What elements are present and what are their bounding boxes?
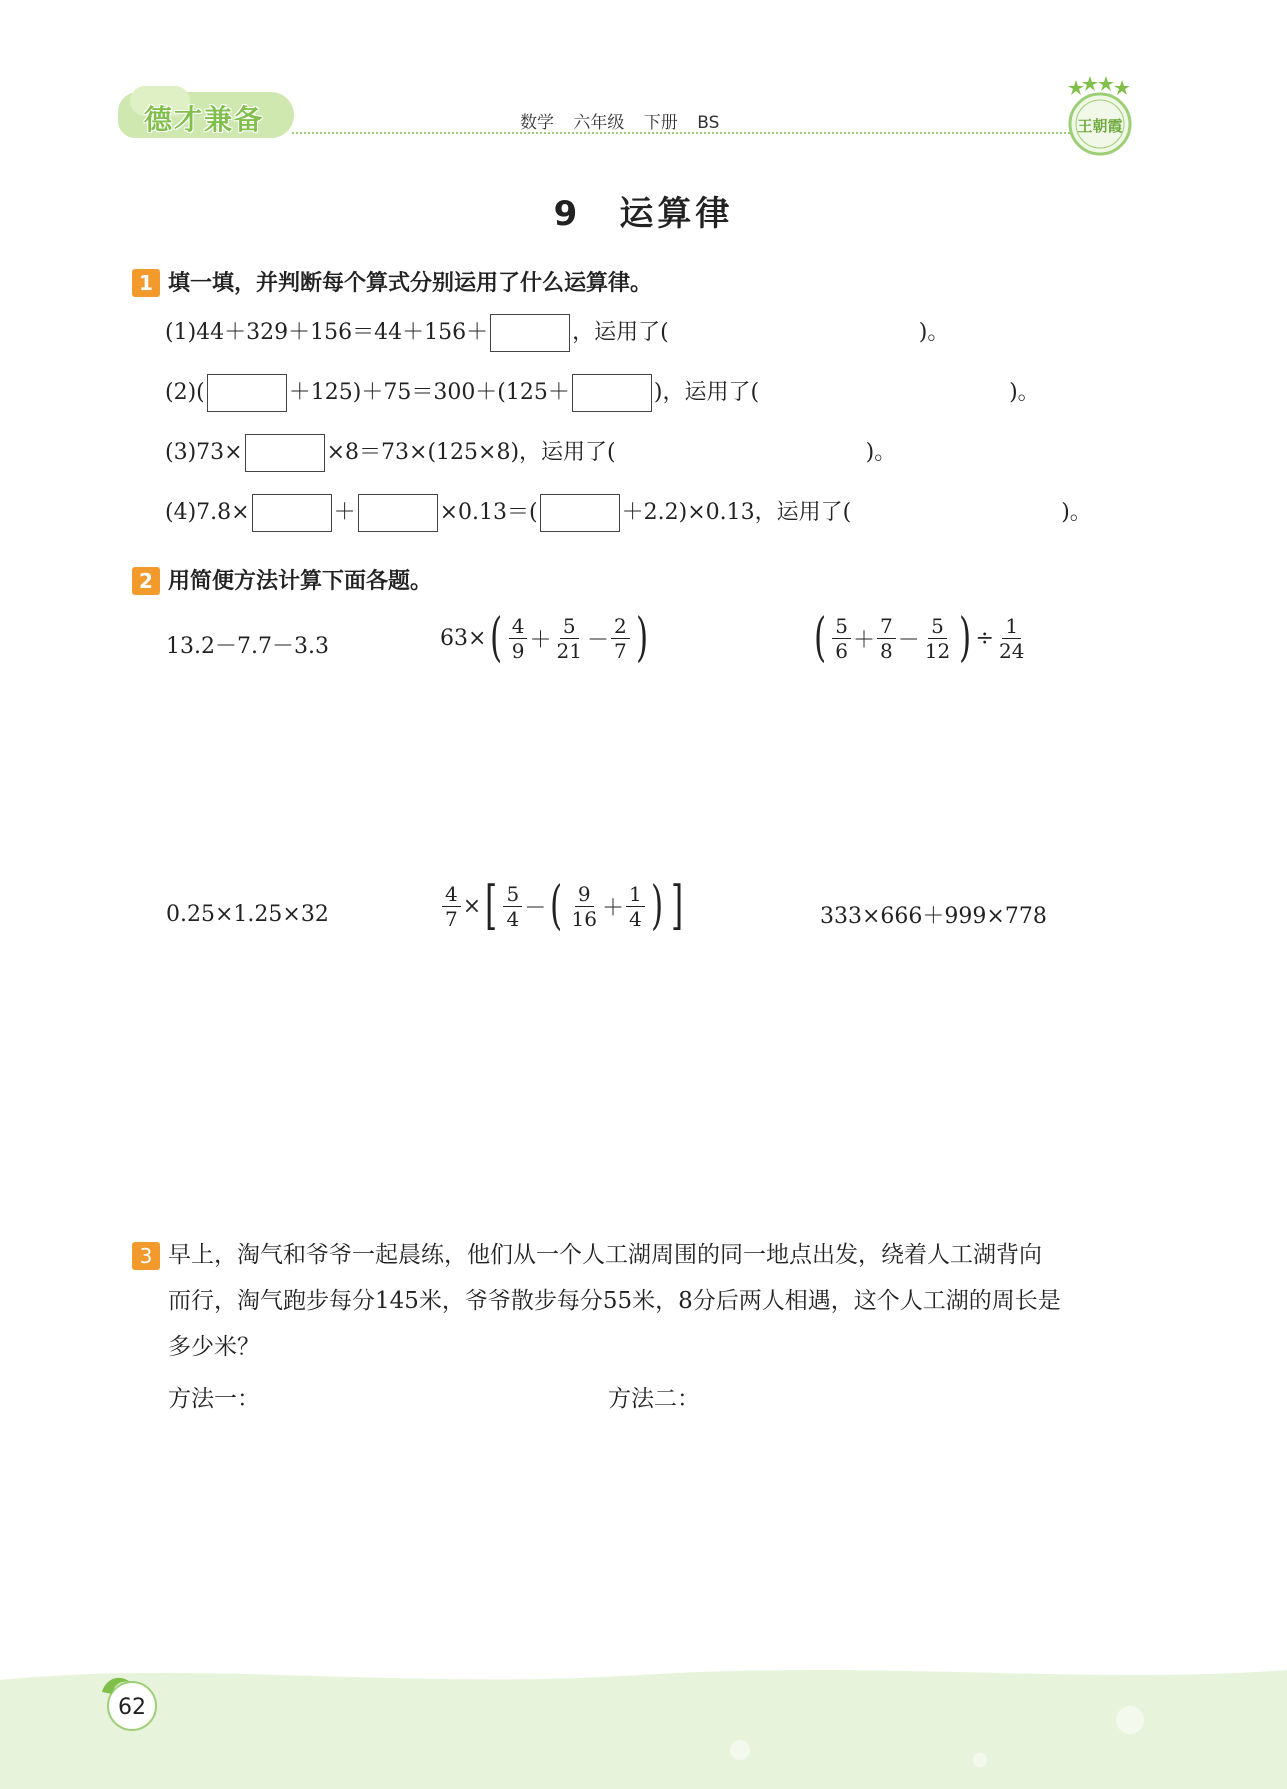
brand-logo: [118, 82, 298, 142]
right-paren: ): [959, 608, 972, 668]
fraction: $\frac{7}{8}$: [877, 614, 896, 663]
q1-line-3: [165, 434, 896, 472]
q1-l4-text-e: )。: [1061, 500, 1092, 525]
q1-l4-text-c: ×0.13＝(: [439, 500, 538, 525]
q3-number-badge: 3: [132, 1242, 160, 1270]
right-bracket: ]: [671, 876, 684, 936]
expr-6: 333×666＋999×778: [820, 903, 1047, 929]
method-2-label: 方法二：: [608, 1386, 700, 1412]
left-paren: (: [814, 608, 827, 668]
operator: －: [897, 627, 920, 653]
q2-heading: 用简便方法计算下面各题。: [168, 569, 433, 594]
fraction: $\frac{2}{7}$: [611, 614, 630, 663]
q1-l3-text-b: ×8＝73×(125×8)，运用了(: [326, 440, 616, 465]
footer-wave: [0, 1640, 1287, 1789]
q3-text: [168, 1232, 1128, 1370]
expr-4: 0.25×1.25×32: [166, 901, 329, 927]
q1-l2-text-b: ＋125)＋75＝300＋(125＋: [288, 380, 570, 405]
answer-box[interactable]: [245, 434, 325, 472]
fraction: $\frac{5}{4}$: [503, 882, 522, 931]
q1-l2-text-c: )，运用了(: [653, 380, 760, 405]
operator: ÷: [975, 625, 994, 651]
operator: ×: [462, 893, 482, 919]
q1-l1-text-a: (1)44＋329＋156＝44＋156＋: [165, 320, 489, 345]
q1-l1-text-b: ，运用了(: [572, 320, 669, 345]
q1-l3-text-c: )。: [865, 440, 897, 465]
answer-box[interactable]: [207, 374, 287, 412]
brand-badge-text: 王朝霞: [1077, 117, 1123, 135]
fraction: $\frac{1}{24}$: [998, 613, 1025, 663]
q1-l3-text-a: (3)73×: [165, 440, 243, 465]
q2-heading-row: [132, 564, 432, 595]
answer-box[interactable]: [540, 494, 620, 532]
q3-line-2: 而行，淘气跑步每分145米，爷爷散步每分55米，8分后两人相遇，这个人工湖的周长是: [168, 1288, 1061, 1314]
q1-line-4: [165, 494, 1092, 532]
fraction: $\frac{1}{4}$: [626, 882, 645, 931]
brand-badge: [1060, 76, 1140, 160]
expr-5: [440, 876, 687, 936]
page-number: 62: [118, 1695, 146, 1720]
header-meta: 数学 六年级 下册 BS: [520, 113, 720, 133]
page-title: 9 运算律: [553, 194, 734, 234]
expr-2: [440, 608, 652, 668]
right-paren: ): [650, 876, 663, 936]
q1-l4-text-b: ＋: [333, 500, 356, 525]
brand-logo-text: 德才兼备: [144, 103, 265, 136]
q2-number-badge: 2: [132, 567, 160, 595]
operator: ＋: [529, 627, 552, 653]
q1-l2-text-a: (2)(: [165, 380, 205, 405]
left-bracket: [: [485, 876, 498, 936]
fraction: $\frac{5}{6}$: [832, 614, 851, 663]
answer-box[interactable]: [572, 374, 652, 412]
expr-2-prefix: 63×: [440, 625, 487, 651]
answer-box[interactable]: [358, 494, 438, 532]
q1-line-2: [165, 374, 1040, 412]
operator: －: [524, 895, 547, 921]
q1-l4-text-a: (4)7.8×: [165, 500, 250, 525]
q3-line-1: 早上，淘气和爷爷一起晨练，他们从一个人工湖周围的同一地点出发，绕着人工湖背向: [168, 1242, 1042, 1268]
q1-l2-text-d: )。: [1009, 380, 1040, 405]
fraction: $\frac{4}{9}$: [509, 614, 528, 663]
operator: －: [586, 627, 609, 653]
answer-box[interactable]: [252, 494, 332, 532]
right-paren: ): [635, 608, 648, 668]
q3-line-3: 多少米？: [168, 1334, 260, 1360]
q3-number-row: [132, 1242, 168, 1270]
q1-l4-text-d: ＋2.2)×0.13，运用了(: [621, 500, 852, 525]
expr-1: 13.2－7.7－3.3: [166, 633, 329, 659]
answer-box[interactable]: [490, 314, 570, 352]
method-1-label: 方法一：: [168, 1386, 260, 1412]
fraction: $\frac{5}{21}$: [556, 613, 582, 663]
expr-3: [810, 608, 1029, 668]
q1-line-1: [165, 314, 949, 352]
q1-heading-row: [132, 266, 652, 297]
page-number-badge: [96, 1672, 158, 1734]
q1-l1-text-c: )。: [918, 320, 950, 345]
operator: ＋: [853, 627, 876, 653]
q1-number-badge: 1: [132, 269, 160, 297]
fraction: $\frac{9}{16}$: [571, 881, 597, 931]
fraction: $\frac{4}{7}$: [442, 882, 461, 931]
left-paren: (: [490, 608, 503, 668]
operator: ＋: [601, 895, 624, 921]
fraction: $\frac{5}{12}$: [924, 613, 951, 663]
q1-heading: 填一填，并判断每个算式分别运用了什么运算律。: [168, 271, 653, 296]
left-paren: (: [550, 876, 563, 936]
